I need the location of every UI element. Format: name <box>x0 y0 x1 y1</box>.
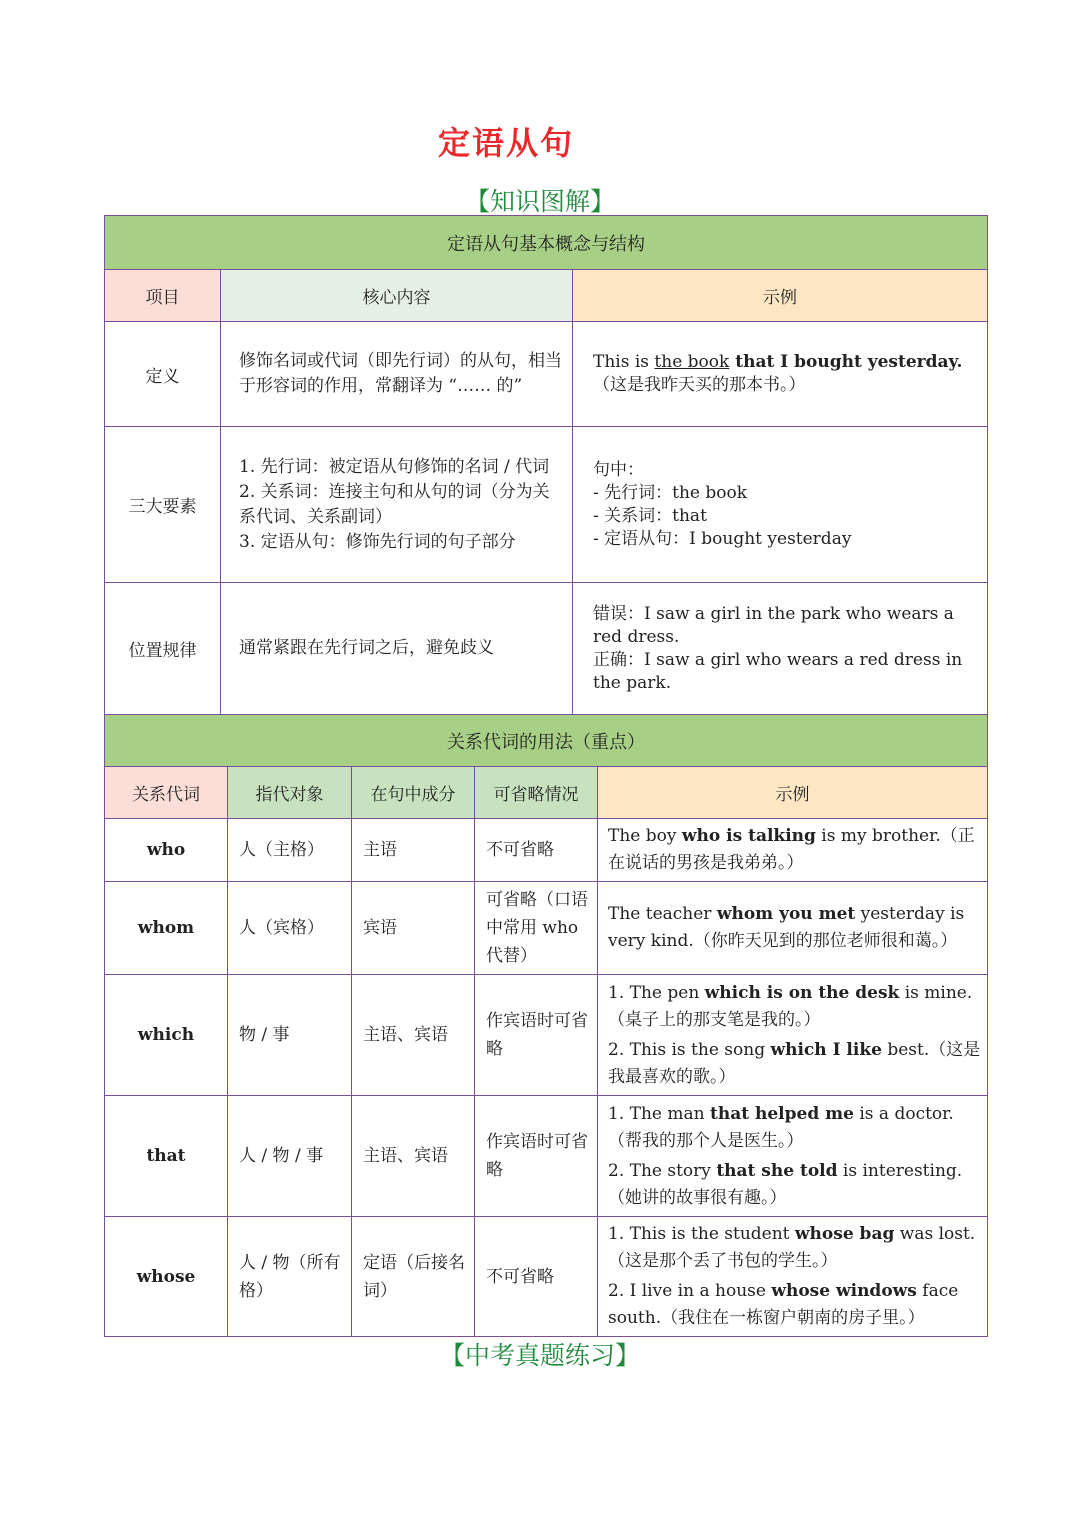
role-cell: 主语、宾语 <box>352 1096 475 1217</box>
section-heading-knowledge: 【知识图解】 <box>464 187 615 216</box>
example-cell <box>573 583 988 715</box>
example-text: is interesting. <box>837 1160 963 1181</box>
example-item <box>608 1037 983 1091</box>
item-cell: 三大要素 <box>105 427 221 583</box>
section-heading-exam-practice: 【中考真题练习】 <box>439 1341 640 1370</box>
antecedent-text: the book <box>654 352 730 372</box>
example-text: best. <box>881 1039 930 1060</box>
table-row <box>105 427 988 583</box>
column-header: 示例 <box>598 767 988 819</box>
clause-text: who is talking <box>681 826 816 846</box>
page-title: 定语从句 <box>437 124 574 162</box>
translation-text: （这是我最喜欢的歌。） <box>608 1039 981 1087</box>
column-header: 可省略情况 <box>475 767 598 819</box>
example-text: 2. I live in a house <box>608 1281 772 1301</box>
example-line: - 关系词：that <box>593 505 707 526</box>
table-caption <box>105 216 988 270</box>
content-cell <box>221 427 573 583</box>
example-line: - 定语从句：I bought yesterday <box>593 528 852 549</box>
content-line: 2. 关系词：连接主句和从句的词（分为关系代词、关系副词） <box>239 481 550 527</box>
pronoun-cell: whose <box>105 1217 228 1337</box>
example-cell <box>598 975 988 1096</box>
example-text: is mine. <box>899 982 973 1003</box>
clause-text: that I bought yesterday. <box>729 352 963 372</box>
example-cell <box>598 1096 988 1217</box>
example-item <box>608 1221 983 1275</box>
pronoun-cell: which <box>105 975 228 1096</box>
example-line: 句中： <box>593 459 644 480</box>
example-text: is my brother. <box>815 826 941 846</box>
table-row <box>105 583 988 715</box>
example-item <box>608 1158 983 1212</box>
table-row <box>105 322 988 427</box>
pronoun-cell: that <box>105 1096 228 1217</box>
content-line: 3. 定语从句：修饰先行词的句子部分 <box>239 531 516 552</box>
example-text: This is <box>593 352 655 372</box>
column-header: 指代对象 <box>228 767 352 819</box>
example-text: is a doctor. <box>853 1103 954 1124</box>
content-cell: 修饰名词或代词（即先行词）的从句，相当于形容词的作用，常翻译为 “…… 的” <box>221 322 573 427</box>
role-cell: 定语（后接名词） <box>352 1217 475 1337</box>
refers-cell: 人（主格） <box>228 819 352 882</box>
example-line: - 先行词：the book <box>593 482 748 503</box>
pronoun-cell: whom <box>105 882 228 975</box>
role-cell: 主语 <box>352 819 475 882</box>
caption-text: 定语从句基本概念与结构 <box>447 233 645 255</box>
example-cell <box>598 1217 988 1337</box>
omit-cell: 作宾语时可省略 <box>475 975 598 1096</box>
clause-text: whose windows <box>771 1281 917 1301</box>
example-text: 1. This is the student <box>608 1224 795 1244</box>
clause-text: which is on the desk <box>704 982 900 1003</box>
role-cell: 宾语 <box>352 882 475 975</box>
refers-cell: 物 / 事 <box>228 975 352 1096</box>
example-line: 正确：I saw a girl who wears a red dress in the park. <box>593 649 963 693</box>
refers-cell: 人 / 物（所有格） <box>228 1217 352 1337</box>
example-text: 1. The man <box>608 1103 710 1124</box>
omit-cell: 作宾语时可省略 <box>475 1096 598 1217</box>
table-caption <box>105 715 988 767</box>
omit-cell: 不可省略 <box>475 1217 598 1337</box>
table-row <box>105 882 988 975</box>
clause-text: that she told <box>716 1160 838 1181</box>
example-cell <box>573 427 988 583</box>
example-item <box>608 1278 983 1332</box>
refers-cell: 人 / 物 / 事 <box>228 1096 352 1217</box>
clause-text: which I like <box>770 1039 882 1060</box>
example-item <box>608 823 983 877</box>
example-text: The boy <box>608 826 682 846</box>
example-text: 2. This is the song <box>608 1039 771 1060</box>
example-text: was lost. <box>894 1224 976 1244</box>
translation-text: （她讲的故事很有趣。） <box>608 1187 787 1208</box>
structure-table <box>104 215 988 715</box>
content-cell: 通常紧跟在先行词之后，避免歧义 <box>221 583 573 715</box>
example-item <box>608 901 983 955</box>
omit-cell: 不可省略 <box>475 819 598 882</box>
pronoun-usage-table <box>104 714 988 1337</box>
translation-text: （这是那个丢了书包的学生。） <box>608 1251 838 1271</box>
clause-text: whom you met <box>716 904 856 924</box>
column-header: 核心内容 <box>221 270 573 322</box>
example-line: 错误：I saw a girl in the park who wears a red dress. <box>593 603 954 647</box>
column-header: 项目 <box>105 270 221 322</box>
role-cell: 主语、宾语 <box>352 975 475 1096</box>
content-line: 1. 先行词：被定语从句修饰的名词 / 代词 <box>239 456 550 477</box>
translation-text: （正在说话的男孩是我弟弟。） <box>608 826 975 873</box>
item-cell: 定义 <box>105 322 221 427</box>
clause-text: that helped me <box>709 1103 854 1124</box>
table-row <box>105 819 988 882</box>
translation-text: （我住在一栋窗户朝南的房子里。） <box>661 1308 925 1328</box>
refers-cell: 人（宾格） <box>228 882 352 975</box>
example-text: face south. <box>608 1281 959 1328</box>
column-header: 在句中成分 <box>352 767 475 819</box>
translation-text: （这是我昨天买的那本书。） <box>593 375 806 395</box>
example-item <box>608 1101 983 1155</box>
table-row <box>105 975 988 1096</box>
item-cell: 位置规律 <box>105 583 221 715</box>
column-header: 示例 <box>573 270 988 322</box>
column-header: 关系代词 <box>105 767 228 819</box>
translation-text: （你昨天见到的那位老师很和蔼。） <box>693 931 958 951</box>
translation-text: （桌子上的那支笔是我的。） <box>608 1009 821 1030</box>
example-cell <box>573 322 988 427</box>
table-row <box>105 1217 988 1337</box>
example-text: yesterday is very kind. <box>608 904 965 951</box>
caption-text: 关系代词的用法（重点） <box>447 731 645 753</box>
example-cell <box>598 882 988 975</box>
pronoun-cell: who <box>105 819 228 882</box>
example-cell <box>598 819 988 882</box>
example-text: The teacher <box>608 904 717 924</box>
clause-text: whose bag <box>794 1224 895 1244</box>
omit-cell: 可省略（口语中常用 who 代替） <box>475 882 598 975</box>
example-text: 1. The pen <box>608 982 705 1003</box>
table-row <box>105 1096 988 1217</box>
example-text: 2. The story <box>608 1160 717 1181</box>
example-item <box>608 980 983 1034</box>
translation-text: （帮我的那个人是医生。） <box>608 1130 804 1151</box>
